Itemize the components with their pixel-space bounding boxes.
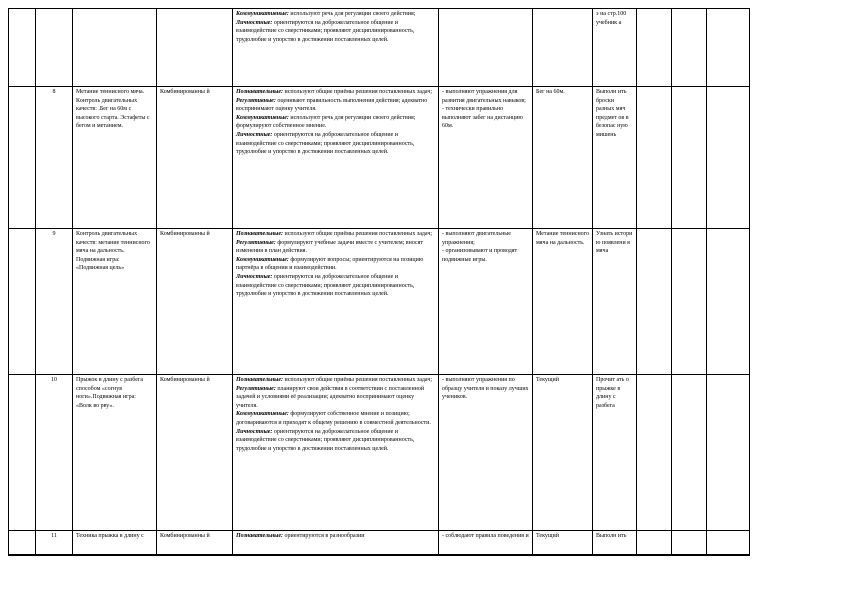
learning-action-item bbox=[236, 97, 435, 114]
homework-cell: Выполн ить bbox=[593, 531, 637, 555]
empty-cell bbox=[637, 87, 672, 229]
learning-action-item bbox=[236, 239, 435, 256]
action-description: используют общие приёмы решения поставленных задач; bbox=[284, 231, 433, 237]
empty-cell bbox=[637, 531, 672, 555]
action-category-label: Познавательные: bbox=[236, 89, 283, 95]
lesson-type-cell: Комбинированны й bbox=[157, 531, 233, 555]
action-category-label: Личностные: bbox=[236, 273, 273, 280]
table-row bbox=[9, 531, 750, 555]
learning-actions-cell bbox=[233, 229, 439, 375]
learning-action-item bbox=[236, 410, 435, 427]
homework-cell: Узнать истори ю появлени я мяча bbox=[593, 229, 637, 375]
control-cell: Текущий bbox=[533, 531, 593, 555]
learning-action-item bbox=[236, 376, 435, 385]
lesson-topic-cell: Прыжок в длину с разбега способом «согнув ноги».Подвижная игра: «Волк во рву». bbox=[73, 375, 157, 531]
empty-cell bbox=[707, 9, 750, 87]
lesson-topic-cell: Техника прыжка в длину с bbox=[73, 531, 157, 555]
action-category-label: Познавательные: bbox=[236, 377, 283, 383]
learning-action-item bbox=[236, 273, 435, 299]
table-row bbox=[9, 9, 750, 87]
action-category-label: Регулятивные: bbox=[236, 385, 276, 392]
empty-cell bbox=[672, 229, 707, 375]
control-cell bbox=[533, 9, 593, 87]
margin-cell bbox=[9, 531, 36, 555]
lesson-number-cell: 9 bbox=[36, 229, 73, 375]
student-activity-cell bbox=[439, 9, 533, 87]
action-description: формулируют вопросы; ориентируются на позицию партнёра в общении и взаимодействии. bbox=[236, 256, 424, 272]
empty-cell bbox=[707, 531, 750, 555]
lesson-plan-table bbox=[8, 8, 750, 556]
empty-cell bbox=[707, 87, 750, 229]
margin-cell bbox=[9, 9, 36, 87]
empty-cell bbox=[707, 375, 750, 531]
lesson-topic-cell: Контроль двигательных качеств: метание теннисного мяча на дальность. Подвижная игра: «Подвижная цель» bbox=[73, 229, 157, 375]
student-activity-cell: - выполняют упражнения по образцу учителя и показу лучших учеников. bbox=[439, 375, 533, 531]
learning-action-item bbox=[236, 88, 435, 97]
learning-action-item bbox=[236, 256, 435, 273]
action-category-label: Личностные: bbox=[236, 131, 273, 138]
student-activity-cell: - выполняют упражнения для развития двигательных навыков; - технически правильно выполняют забег на дистанцию 60м. bbox=[439, 87, 533, 229]
action-category-label: Коммуникативные: bbox=[236, 11, 289, 17]
action-category-label: Регулятивные: bbox=[236, 97, 276, 104]
learning-action-item bbox=[236, 131, 435, 157]
student-activity-cell: - выполняют двигательные упражнения; - организовывают и проводят подвижные игры. bbox=[439, 229, 533, 375]
action-category-label: Личностные: bbox=[236, 19, 273, 26]
lesson-type-cell: Комбинированны й bbox=[157, 375, 233, 531]
learning-actions-cell bbox=[233, 9, 439, 87]
learning-action-item bbox=[236, 230, 435, 239]
control-cell: Метание теннисного мяча на дальность. bbox=[533, 229, 593, 375]
action-description: планируют свои действия в соответствии с поставленной задачей и условиями её реализации; адекватно воспринимают оценку учителя. bbox=[236, 385, 425, 409]
lesson-topic-cell: Метание теннисного мяча. Контроль двигательных качеств: .Бег на 60м с высокого старта. Эстафеты с бегом и метанием. bbox=[73, 87, 157, 229]
learning-actions-cell bbox=[233, 531, 439, 555]
empty-cell bbox=[672, 87, 707, 229]
action-description: формулируют собственное мнение и позицию; договариваются и приходят к общему решению в совместной деятельности. bbox=[236, 411, 431, 426]
lesson-topic-cell bbox=[73, 9, 157, 87]
action-description: используют общие приёмы решения поставленных задач; bbox=[284, 89, 433, 95]
learning-actions-cell bbox=[233, 87, 439, 229]
action-category-label: Познавательные: bbox=[236, 533, 283, 539]
homework-cell: э на стр.100 учебник а bbox=[593, 9, 637, 87]
learning-action-item bbox=[236, 385, 435, 411]
control-cell: Текущий bbox=[533, 375, 593, 531]
lesson-number-cell: 8 bbox=[36, 87, 73, 229]
action-description: оценивают правильность выполнения действия; адекватно воспринимают оценку учителя. bbox=[236, 97, 428, 113]
learning-action-item bbox=[236, 19, 435, 45]
action-description: ориентируются на доброжелательное общение и взаимодействие со сверстниками; проявляют дисциплинированность, трудолюбие и упорство в достижении поставленных целей. bbox=[236, 428, 415, 452]
action-description: ориентируются в разнообразии bbox=[284, 533, 365, 539]
margin-cell bbox=[9, 229, 36, 375]
empty-cell bbox=[637, 375, 672, 531]
action-category-label: Регулятивные: bbox=[236, 239, 276, 246]
action-description: используют речь для регуляции своего действия; формулируют собственное мнение. bbox=[236, 114, 416, 130]
lesson-number-cell: 11 bbox=[36, 531, 73, 555]
control-cell: Бег на 60м. bbox=[533, 87, 593, 229]
table-row bbox=[9, 87, 750, 229]
action-description: формулируют учебные задачи вместе с учителем; вносят изменения в план действия. bbox=[236, 239, 424, 255]
learning-actions-cell bbox=[233, 375, 439, 531]
action-category-label: Коммуникативные: bbox=[236, 411, 289, 418]
action-category-label: Коммуникативные: bbox=[236, 114, 289, 121]
table-row bbox=[9, 375, 750, 531]
lesson-number-cell bbox=[36, 9, 73, 87]
lesson-type-cell bbox=[157, 9, 233, 87]
lesson-type-cell: Комбинированны й bbox=[157, 229, 233, 375]
lesson-number-cell: 10 bbox=[36, 375, 73, 531]
lesson-type-cell: Комбинированны й bbox=[157, 87, 233, 229]
learning-action-item bbox=[236, 10, 435, 19]
action-description: ориентируются на доброжелательное общение и взаимодействие со сверстниками; проявляют дисциплинированность, трудолюбие и упорство в достижении поставленных целей. bbox=[236, 131, 415, 156]
action-description: ориентируются на доброжелательное общение и взаимодействие со сверстниками; проявляют дисциплинированность, трудолюбие и упорство в достижении поставленных целей. bbox=[236, 19, 415, 43]
action-category-label: Коммуникативные: bbox=[236, 256, 289, 263]
action-category-label: Познавательные: bbox=[236, 231, 283, 237]
learning-action-item bbox=[236, 532, 435, 541]
empty-cell bbox=[707, 229, 750, 375]
margin-cell bbox=[9, 87, 36, 229]
action-category-label: Личностные: bbox=[236, 428, 273, 435]
learning-action-item bbox=[236, 428, 435, 454]
learning-action-item bbox=[236, 114, 435, 131]
action-description: используют общие приёмы решения поставленных задач; bbox=[284, 377, 433, 383]
empty-cell bbox=[637, 9, 672, 87]
homework-cell: Прочит ать о прыжке в длину с разбега bbox=[593, 375, 637, 531]
table-row bbox=[9, 229, 750, 375]
empty-cell bbox=[637, 229, 672, 375]
margin-cell bbox=[9, 375, 36, 531]
homework-cell: Выполн ить броски разных мяч предмет ов в безопас ную мишень bbox=[593, 87, 637, 229]
action-description: ориентируются на доброжелательное общение и взаимодействие со сверстниками; проявляют дисциплинированность, трудолюбие и упорство в достижении поставленных целей. bbox=[236, 273, 415, 298]
empty-cell bbox=[672, 531, 707, 555]
empty-cell bbox=[672, 9, 707, 87]
empty-cell bbox=[672, 375, 707, 531]
action-description: используют речь для регуляции своего действия; bbox=[290, 11, 416, 17]
student-activity-cell: - соблюдают правила поведения и bbox=[439, 531, 533, 555]
